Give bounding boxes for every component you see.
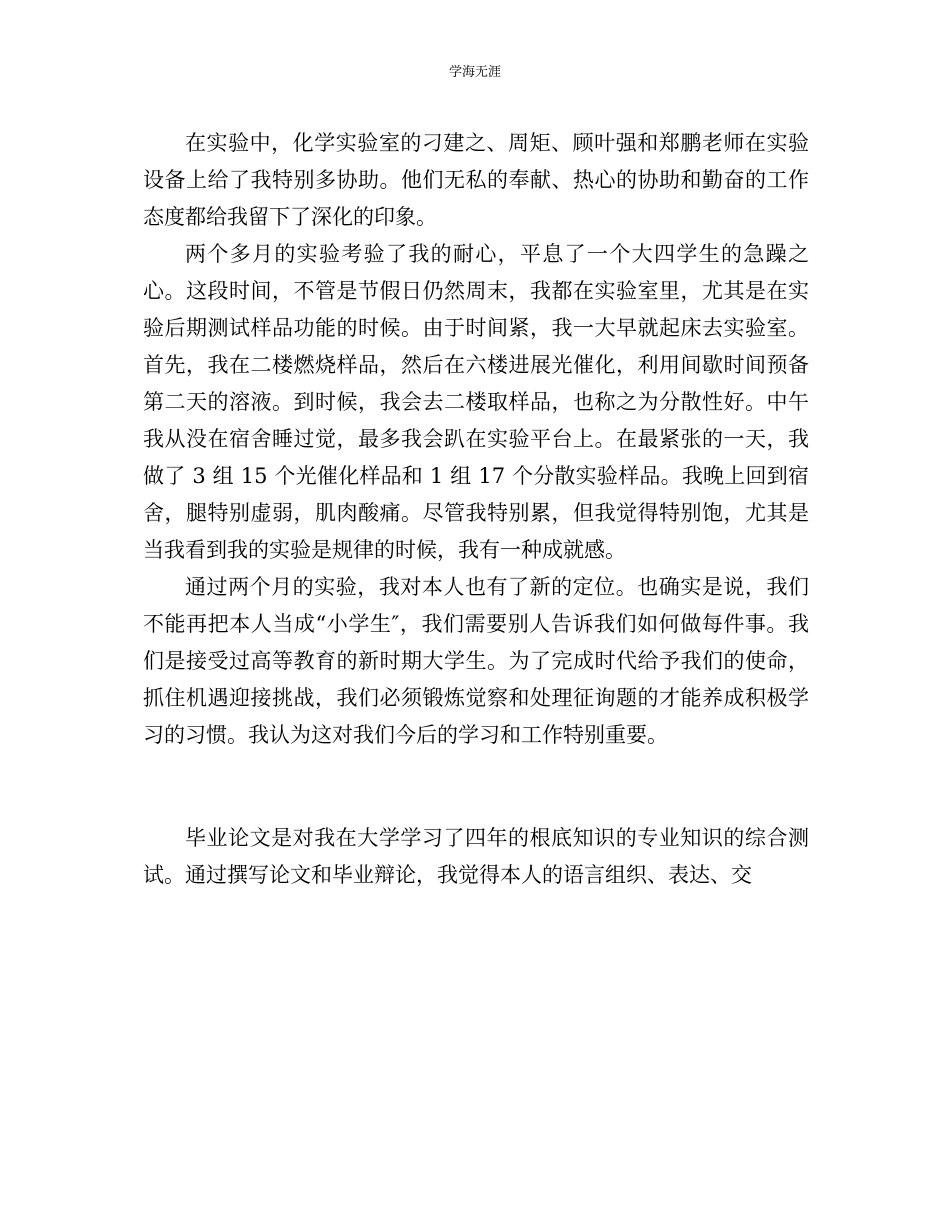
page-header: 学海无涯: [448, 65, 501, 80]
document-body: [143, 125, 809, 894]
paragraph-4: 毕业论文是对我在大学学习了四年的根底知识的专业知识的综合测试。通过撰写论文和毕业辩论，我觉得本人的语言组织、表达、交: [143, 826, 809, 887]
paragraph-2: 两个多月的实验考验了我的耐心，平息了一个大四学生的急躁之心。这段时间，不管是节假日仍然周末，我都在实验室里，尤其是在实验后期测试样品功能的时候。由于时间紧，我一大早就起床去实验室。首先，我在二楼燃烧样品，然后在六楼进展光催化，利用间歇时间预备第二天的溶液。到时候，我会去二楼取样品，也称之为分散性好。中午我从没在宿舍睡过觉，最多我会趴在实验平台上。在最紧张的一天，我做了 3 组 15 个光催化样品和 1 组 17 个分散实验样品。我晚上回到宿舍，腿特别虚弱，肌肉酸痛。尽管我特别累，但我觉得特别饱，尤其是当我看到我的实验是规律的时候，我有一种成就感。: [143, 242, 809, 562]
section-spacer: [143, 754, 809, 820]
paragraph-3: 通过两个月的实验，我对本人也有了新的定位。也确实是说，我们不能再把本人当成“小学生″，我们需要别人告诉我们如何做每件事。我们是接受过高等教育的新时期大学生。为了完成时代给予我们的使命，抓住机遇迎接挑战，我们必须锻炼觉察和处理征询题的才能养成积极学习的习惯。我认为这对我们今后的学习和工作特别重要。: [143, 575, 809, 747]
paragraph-1: 在实验中，化学实验室的刁建之、周矩、顾叶强和郑鹏老师在实验设备上给了我特别多协助。他们无私的奉献、热心的协助和勤奋的工作态度都给我留下了深化的印象。: [143, 131, 809, 229]
